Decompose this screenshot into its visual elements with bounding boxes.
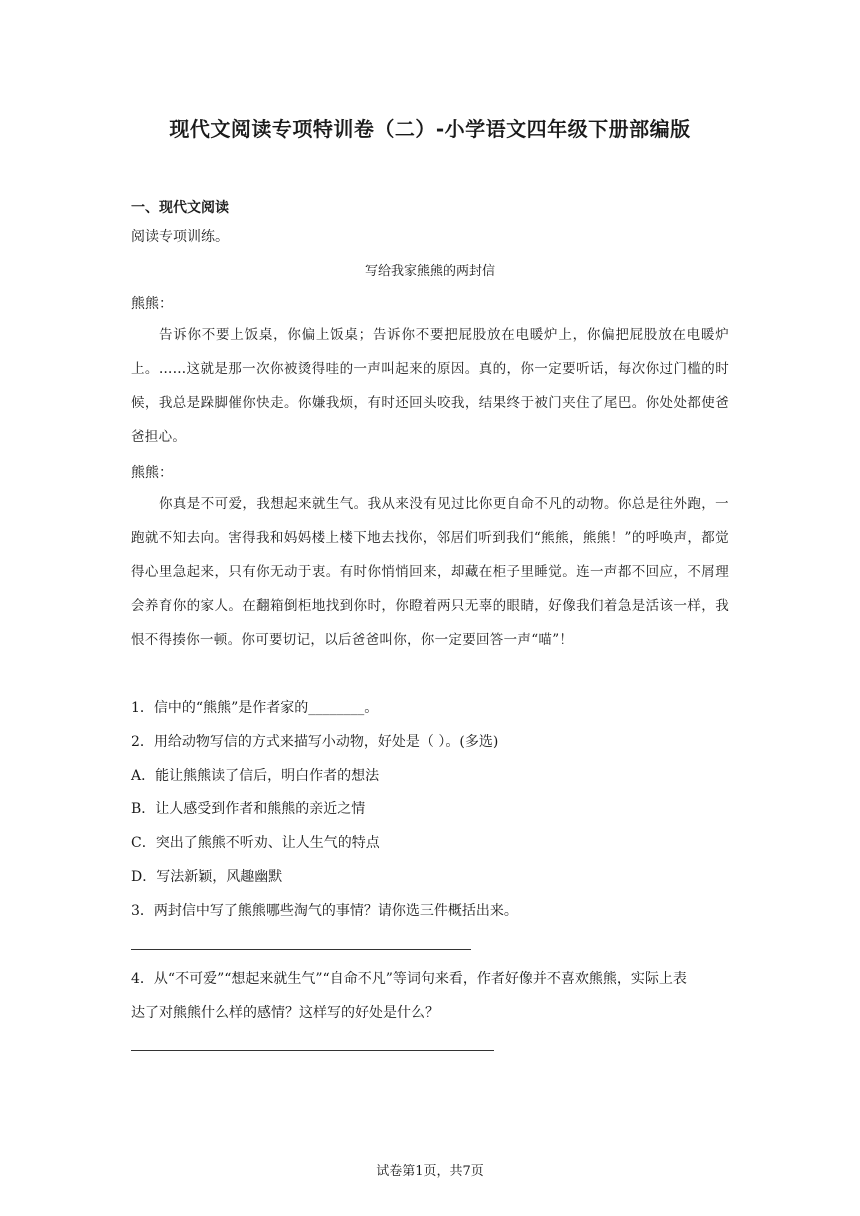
- letter-2-body: 你真是不可爱，我想起来就生气。我从来没有见过比你更自命不凡的动物。你总是往外跑，一跑就不知去向。害得我和妈妈楼上楼下地去找你，邻居们听到我们“熊熊，熊熊！”的呼唤声，都觉得心里急起来，只有你无动于衷。有时你悄悄回来，却藏在柜子里睡觉。连一声都不回应，不屑理会养育你的家人。在翻箱倒柜地找到你时，你瞪着两只无辜的眼睛，好像我们着急是活该一样，我恨不得揍你一顿。你可要切记，以后爸爸叫你，你一定要回答一声“喵”！: [131, 496, 729, 648]
- question-2-option-d: D．写法新颖，风趣幽默: [131, 869, 283, 885]
- question-2: 2．用给动物写信的方式来描写小动物，好处是（ ）。(多选): [131, 734, 499, 750]
- question-4-line-2: 达了对熊熊什么样的感情？这样写的好处是什么？: [131, 1005, 439, 1021]
- instruction-text: 阅读专项训练。: [131, 229, 229, 245]
- letter-1-body: 告诉你不要上饭桌，你偏上饭桌；告诉你不要把屁股放在电暖炉上，你偏把屁股放在电暖炉上。……这就是那一次你被烫得哇的一声叫起来的原因。真的，你一定要听话，每次你过门槛的时候，我总是跺脚催你快走。你嫌我烦，有时还回头咬我，结果终于被门夹住了尾巴。你处处都使爸爸担心。: [131, 327, 729, 445]
- page-title: 现代文阅读专项特训卷（二）-小学语文四年级下册部编版: [169, 117, 691, 141]
- letter-2-salutation: 熊熊：: [131, 465, 173, 481]
- question-4-line-1: 4．从“不可爱”“想起来就生气”“自命不凡”等词句来看，作者好像并不喜欢熊熊，实际上表: [131, 971, 687, 987]
- question-2-option-a: A．能让熊熊读了信后，明白作者的想法: [131, 768, 380, 784]
- article-title: 写给我家熊熊的两封信: [364, 264, 495, 279]
- section-heading: 一、现代文阅读: [131, 200, 229, 216]
- letter-1-salutation: 熊熊：: [131, 296, 173, 312]
- page-footer: 试卷第1页，共7页: [376, 1164, 484, 1179]
- question-2-option-b: B．让人感受到作者和熊熊的亲近之情: [131, 801, 366, 817]
- question-1: 1．信中的“熊熊”是作者家的________。: [131, 700, 379, 716]
- answer-line-q3[interactable]: [131, 949, 471, 950]
- answer-line-q4[interactable]: [131, 1050, 494, 1051]
- question-2-option-c: C．突出了熊熊不听劝、让人生气的特点: [131, 835, 380, 851]
- question-3: 3．两封信中写了熊熊哪些淘气的事情？请你选三件概括出来。: [131, 903, 518, 919]
